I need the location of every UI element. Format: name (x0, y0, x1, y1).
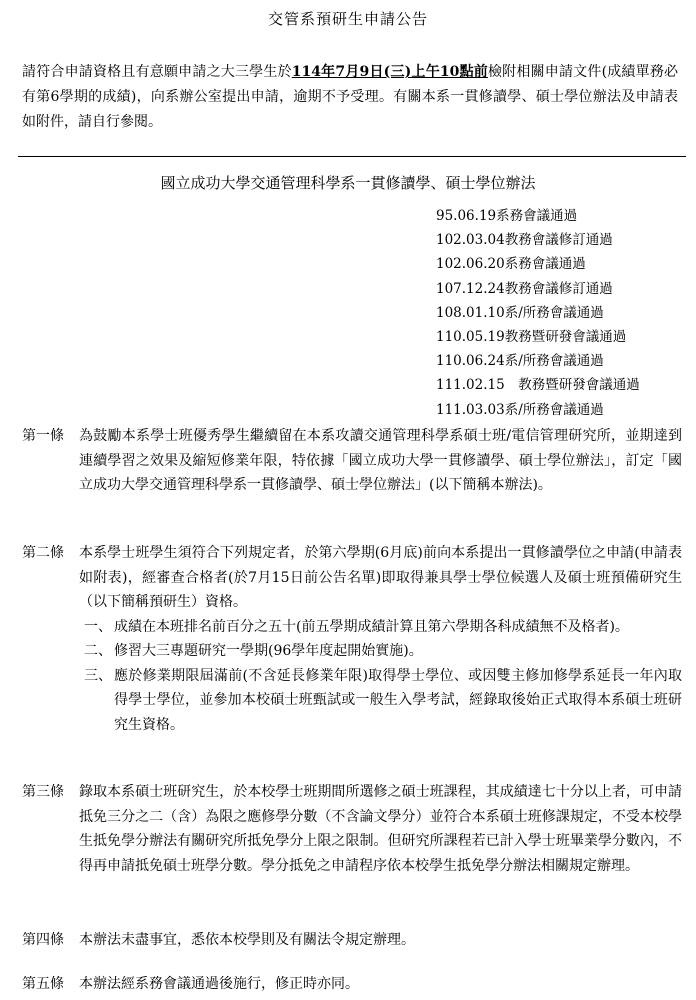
item-number: 二、 (84, 643, 112, 659)
article-5 (22, 972, 682, 997)
notice-text-before: 請符合申請資格且有意願申請之大三學生於 (22, 64, 292, 80)
history-entry: 110.06.24系/所務會議通過 (436, 353, 604, 370)
item-number: 一、 (84, 618, 112, 635)
application-deadline: 114年7月9日(三)上午10點前 (291, 64, 488, 80)
item-number: 三、 (84, 667, 112, 684)
article-text: 錄取本系碩士班研究生，於本校學士班期間所選修之碩士班課程，其成績達七十分以上者，可申請抵免三分之二（含）為限之應修學分數（不含論文學分）並符合本系碩士班修課規定，不受本校學生抵免學分辦法有關研究所抵免學分上限之限制。但研究所課程若已計入學士班畢業學分數內，不得再申請抵免碩士班學分數。學分抵免之申請程序依本校學生抵免學分辦法相關規定辦理。 (79, 784, 682, 874)
article-4 (22, 928, 682, 953)
section-divider (18, 156, 686, 157)
history-entry: 111.03.03系/所務會議通過 (436, 401, 604, 418)
article-text: 本辦法經系務會議通過後施行，修正時亦同。 (79, 976, 359, 992)
article-3 (22, 780, 682, 878)
article-label: 第四條 (22, 932, 64, 948)
regulation-title: 國立成功大學交通管理科學系一貫修讀學、碩士學位辦法 (160, 174, 536, 192)
article-label: 第二條 (22, 545, 64, 561)
article-text: 本系學士班學生須符合下列規定者，於第六學期(6月底)前向本系提出一貫修讀學位之申請(申請表如附表)，經審查合格者(於7月15日前公告名單)即取得兼具學士學位候選人及碩士班預備研究生（以下簡稱預研生）資格。 (79, 545, 682, 610)
requirement-item (84, 639, 682, 664)
notice-title: 交管系預研生申請公告 (267, 10, 428, 28)
article-label: 第五條 (22, 976, 64, 992)
requirement-item (84, 615, 682, 640)
item-text: 修習大三專題研究一學期(96學年度起開始實施)。 (114, 643, 423, 659)
article-2 (22, 541, 682, 737)
item-text: 應於修業期限屆滿前(不含延長修業年限)取得學士學位、或因雙主修加修學系延長一年內取得學士學位，並參加本校碩士班甄試或一般生入學考試，經錄取後始正式取得本系碩士班研究生資格。 (114, 667, 682, 733)
item-text: 成績在本班排名前百分之五十(前五學期成績計算且第六學期各科成績無不及格者)。 (114, 618, 629, 635)
article-label: 第三條 (22, 784, 64, 800)
history-entry: 102.03.04教務會議修訂通過 (436, 232, 613, 249)
history-entry: 102.06.20系務會議通過 (436, 256, 586, 273)
history-entry: 111.02.15 教務暨研發會議通過 (436, 377, 640, 394)
article-label: 第一條 (22, 428, 64, 444)
requirement-item (84, 664, 682, 738)
notice-paragraph (22, 60, 678, 135)
history-entry: 95.06.19系務會議通過 (436, 208, 578, 224)
amendment-history (436, 204, 640, 422)
history-entry: 108.01.10系/所務會議通過 (436, 304, 604, 321)
notice-text-after: 檢附相關申請文件(成績單務必有第6學期的成績)，向系辦公室提出申請，逾期不予受理。有關本系一貫修讀學、碩士學位辦法及申請表如附件，請自行參閱。 (22, 64, 679, 130)
history-entry: 107.12.24教務會議修訂通過 (436, 280, 613, 297)
requirement-list (79, 615, 682, 738)
article-text: 本辦法未盡事宜，悉依本校學則及有關法令規定辦理。 (79, 932, 415, 948)
article-1 (22, 424, 682, 498)
history-entry: 110.05.19教務暨研發會議通過 (436, 329, 627, 346)
article-text: 為鼓勵本系學士班優秀學生繼續留在本系攻讀交通管理科學系碩士班/電信管理研究所，並期達到連續學習之效果及縮短修業年限，特依據「國立成功大學一貫修讀學、碩士學位辦法」，訂定「國立成功大學交通管理科學系一貫修讀學、碩士學位辦法」(以下簡稱本辦法)。 (79, 428, 682, 493)
